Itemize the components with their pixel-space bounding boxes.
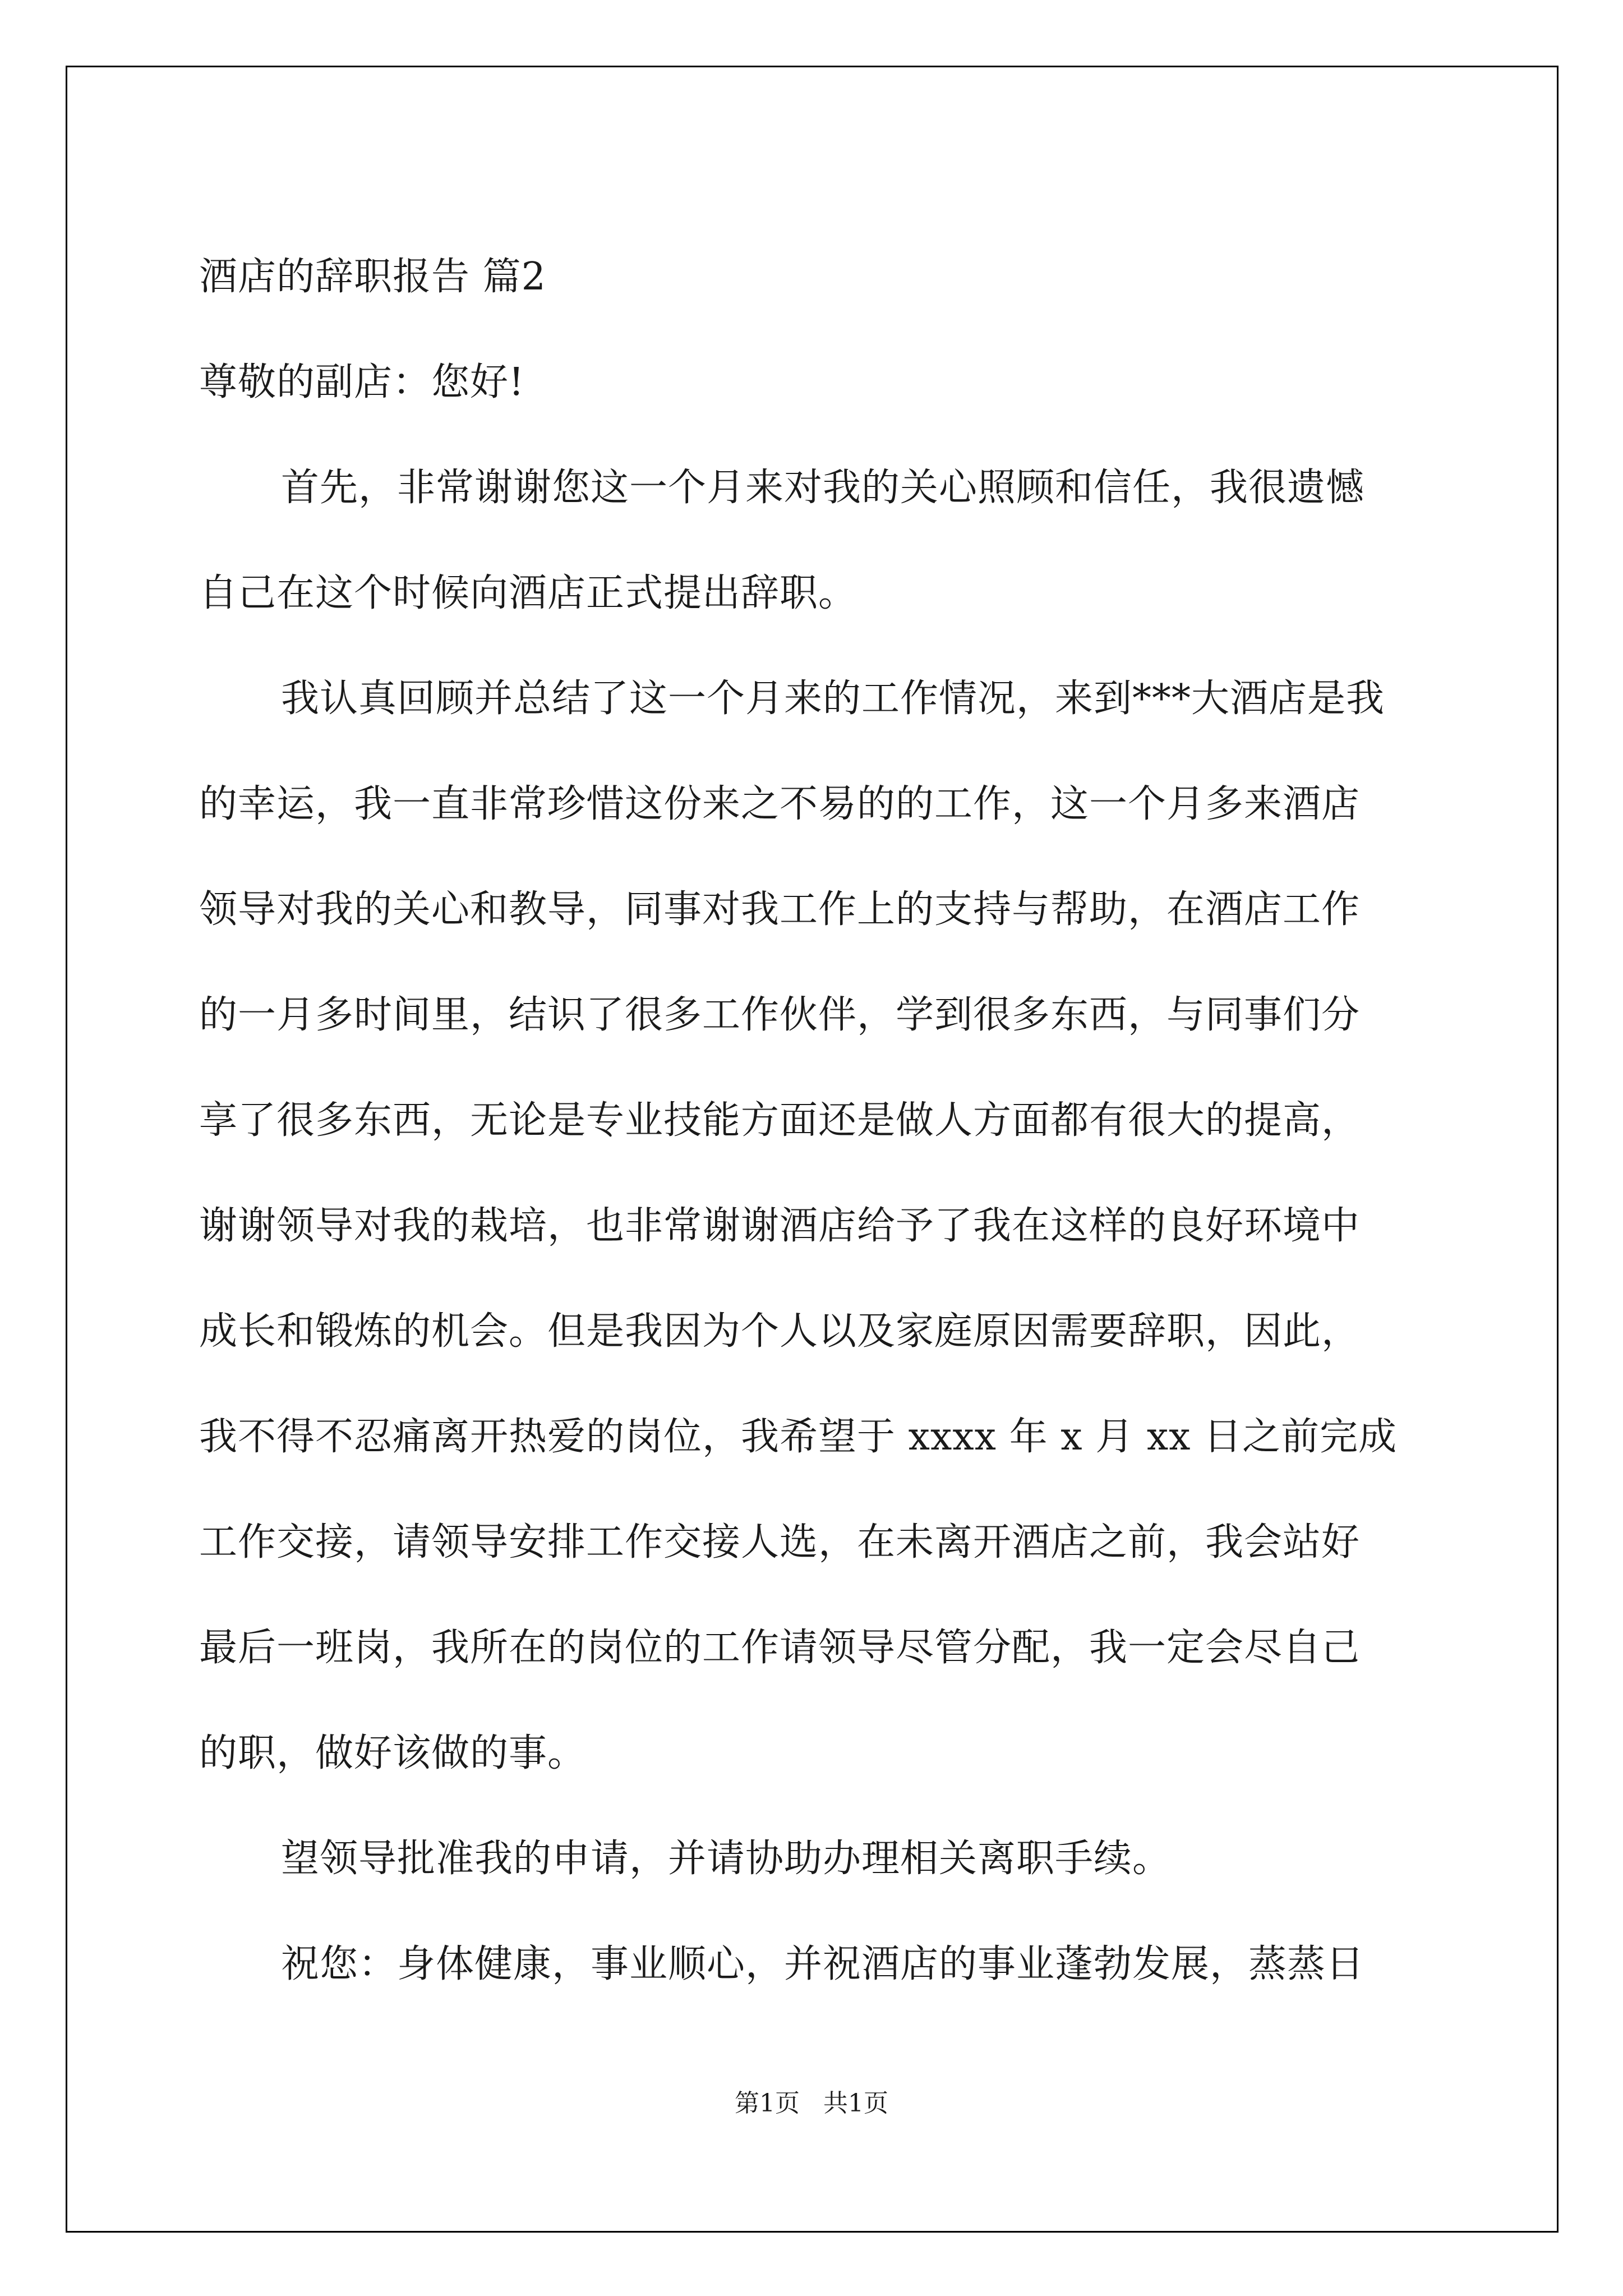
paragraph-4 xyxy=(199,1912,1431,2017)
paragraph-line: 享了很多东西，无论是专业技能方面还是做人方面都有很大的提高， xyxy=(199,1098,1361,1143)
paragraph-line: 成长和锻炼的机会。但是我因为个人以及家庭原因需要辞职，因此， xyxy=(199,1309,1361,1354)
page-number-current: 第1页 xyxy=(735,2089,800,2118)
paragraph-line: 的一月多时间里，结识了很多工作伙伴，学到很多东西，与同事们分 xyxy=(199,993,1361,1037)
paragraph-line: 首先，非常谢谢您这一个月来对我的关心照顾和信任，我很遗憾 xyxy=(281,466,1365,510)
paragraph-line: 我不得不忍痛离开热爱的岗位，我希望于 xxxx 年 x 月 xx 日之前完成 xyxy=(199,1415,1398,1459)
paragraph-line: 的职，做好该做的事。 xyxy=(199,1731,587,1775)
paragraph-3 xyxy=(199,1806,1431,1912)
paragraph-line: 工作交接，请领导安排工作交接人选，在未离开酒店之前，我会站好 xyxy=(199,1520,1361,1565)
page-footer xyxy=(0,2087,1623,2120)
paragraph-line: 谢谢领导对我的栽培，也非常谢谢酒店给予了我在这样的良好环境中 xyxy=(199,1204,1361,1248)
document-body xyxy=(199,224,1431,2017)
paragraph-line: 最后一班岗，我所在的岗位的工作请领导尽管分配，我一定会尽自己 xyxy=(199,1626,1361,1670)
paragraph-line: 祝您：身体健康，事业顺心，并祝酒店的事业蓬勃发展，蒸蒸日 xyxy=(281,1942,1365,1986)
page-number-total: 共1页 xyxy=(823,2089,888,2118)
paragraph-1 xyxy=(199,435,1431,646)
paragraph-2 xyxy=(199,646,1431,1806)
paragraph-line: 领导对我的关心和教导，同事对我工作上的支持与帮助，在酒店工作 xyxy=(199,887,1361,932)
document-title: 酒店的辞职报告 篇2 xyxy=(199,255,546,299)
paragraph-line: 自己在这个时候向酒店正式提出辞职。 xyxy=(199,571,857,615)
paragraph-line: 望领导批准我的申请，并请协助办理相关离职手续。 xyxy=(281,1837,1172,1881)
salutation: 尊敬的副店：您好! xyxy=(199,360,525,404)
paragraph-line: 我认真回顾并总结了这一个月来的工作情况，来到***大酒店是我 xyxy=(281,677,1385,721)
paragraph-line: 的幸运，我一直非常珍惜这份来之不易的的工作，这一个月多来酒店 xyxy=(199,782,1361,826)
